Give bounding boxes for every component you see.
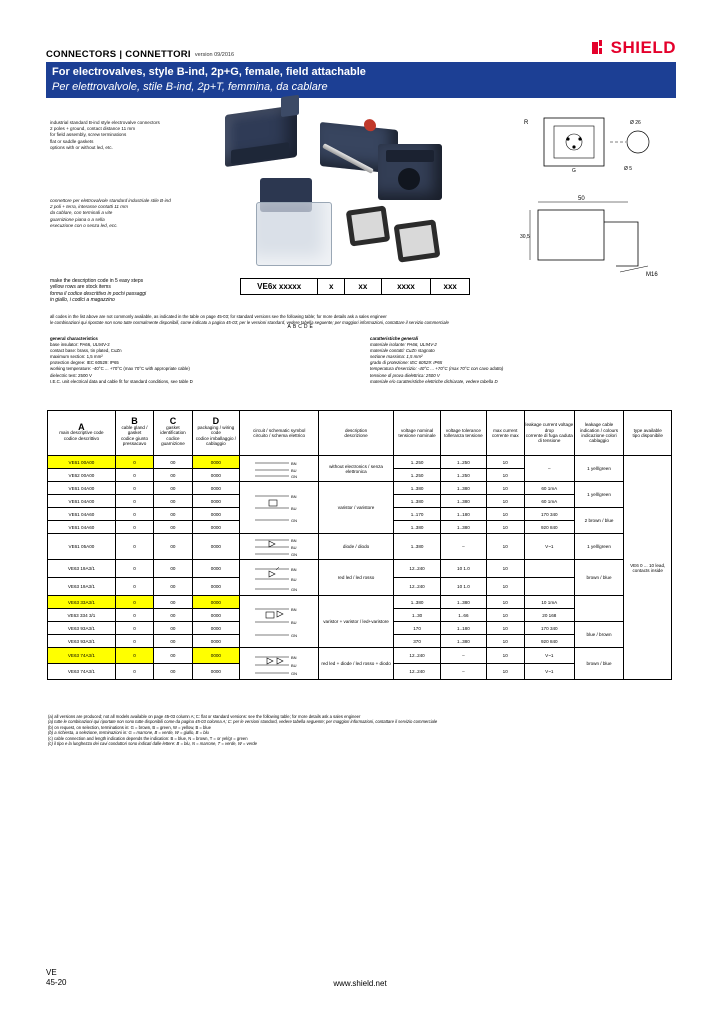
table-row[interactable] [48,560,672,578]
th-description-it: descrizione [344,433,368,438]
cell-b: 0 [115,534,153,560]
th-a-it: codice descrittivo [63,435,100,441]
footnote-a-en: (a) all versions are produced; not all models available on page 45-03 column A; C: flat or standard versions: see the following table; for more details ask a sales engineer [48,714,361,719]
cell-voltage: 12..240 [393,664,440,680]
cell-code: VE63 74A3/1 [48,664,116,680]
cell-cable-colour: brown / blue [574,560,624,596]
code-note-it: le combinazioni qui riportate non sono tutte normalmente disponibili, come indicato a pagina 45-03; per le versioni standard, vedere tabella seguente; per maggiori informazioni, contattare il servizio commerciale [50,319,449,325]
cell-c: 00 [154,635,192,648]
th-b-en: cable gland / gasket [121,424,148,436]
description-en-line: for field assembly, screw terminations [50,132,127,138]
cell-code: VE61 04A60 [48,521,116,534]
banner-line-en: For electrovalves, style B-ind, 2p+G, female, field attachable [52,66,366,78]
cell-b: 0 [115,635,153,648]
th-voltage [393,411,440,456]
connector-photo-transparent [256,202,332,266]
shield-logo-icon [592,40,608,56]
table-row[interactable] [48,534,672,560]
cell-circuit-symbol [240,560,319,596]
svg-text:BU: BU [291,619,297,625]
cell-current: 10 [486,521,524,534]
cell-c: 00 [154,495,192,508]
footnote-c-en: (c) cable connection and length indication depends the indication: B = blue, N = brown, T = or yel/gr = green [48,735,248,741]
code-label-en: make the description code in 5 easy steps [50,278,144,284]
footnote-b-en: (b) on request, on selection, terminations in: G = brown, B = green, W = yellow, B = blue [48,724,211,730]
characteristics-it-line: materiale isolante: PA66, UL94V-2 [370,342,437,348]
cell-c: 00 [154,534,192,560]
description-it-line: esecuzione con o senza led, ecc. [50,222,118,228]
th-c-letter: C [169,416,177,427]
svg-text:BU: BU [291,662,297,668]
brand-name: SHIELD [610,38,676,57]
th-b-letter: B [131,416,138,427]
section-code: VE [46,968,57,977]
th-tolerance-it: tolleranza tensione [444,433,483,438]
product-table-body [48,456,672,680]
cell-b: 0 [115,578,153,596]
svg-text:BN: BN [291,566,297,572]
connector-photo-3 [378,144,442,200]
cell-b: 0 [115,521,153,534]
code-builder-labels [50,278,235,304]
svg-text:BN: BN [291,654,297,660]
cell-current: 10 [486,495,524,508]
cell-cable-colour [574,596,624,622]
th-b-it: codice giunto pressacavo [120,435,149,447]
technical-drawing-front [520,112,660,176]
characteristics-en-line: base insulator: PA66, UL94V-2 [50,342,110,348]
th-description [319,411,394,456]
terminal-pins [386,150,434,162]
page-title: CONNECTORS | CONNETTORI [46,49,191,60]
table-row[interactable] [48,482,672,495]
cell-cable-colour: blue / brown [574,622,624,648]
cell-leakage: 20 168 [524,609,574,622]
characteristics-en-line: working temperature: -40°C ... +70°C (max 70°C with appropriate cable) [50,366,190,372]
characteristics-it-title: caratteristiche generali [370,336,419,341]
cell-d: 0000 [192,609,239,622]
red-screw-icon [364,119,376,132]
cell-b: 0 [115,609,153,622]
th-leakage-en: leakage current voltage drop [525,422,574,433]
cell-c: 00 [154,508,192,521]
svg-text:Ø 5: Ø 5 [624,166,633,172]
cell-c: 00 [154,664,192,680]
code-col-d: D [303,323,308,330]
characteristics-en-line: maximum section: 1,5 mm² [50,354,103,360]
th-a-letter: A [78,421,85,432]
th-tolerance-en: voltage tolerance [445,427,481,433]
characteristics-en-title: general characteristics [50,336,98,341]
cable-entry-hole [398,168,420,190]
th-leakage [524,411,574,456]
cell-code: VE63 19A3/1 [48,560,116,578]
cell-circuit-symbol [240,534,319,560]
th-c [154,411,192,456]
cell-tolerance: 1..380 [441,495,486,508]
technical-drawing-side [520,192,670,292]
cell-code: VE62 00A00 [48,469,116,482]
cell-current: 10 [486,482,524,495]
code-note [50,314,670,325]
website-link[interactable]: www.shield.net [333,979,387,988]
cell-c: 00 [154,469,192,482]
characteristics-en [50,336,350,385]
th-current [486,411,524,456]
th-b [115,411,153,456]
cell-c: 00 [154,521,192,534]
cell-d: 0000 [192,648,239,664]
cell-tolerance: 1..380 [441,482,486,495]
banner-line-it: Per elettrovalvole, stile B-ind, 2p+T, femmina, da cablare [52,81,328,93]
description-en-line: flat or saddle gaskets [50,138,94,144]
cell-d: 0000 [192,622,239,635]
cell-voltage: 370 [393,635,440,648]
th-a [48,411,116,456]
th-c-en: gasket identification [160,424,186,436]
cell-code: VE61 05A00 [48,534,116,560]
svg-text:BN: BN [291,493,297,499]
code-value-d: xxxx [381,279,431,295]
cell-cable-colour: brown / blue [574,648,624,680]
cell-tolerance: – [441,534,486,560]
cell-type-available: VE6 0 ... 10 lead, contacts inside [624,456,672,680]
cell-circuit-symbol [240,648,319,680]
cell-d: 0000 [192,456,239,469]
cell-leakage: V~1 [524,648,574,664]
cell-leakage: 170 340 [524,508,574,521]
cell-voltage: 1..380 [393,521,440,534]
th-leakage-it: corrente di fuga caduta di tensione [525,433,573,444]
cell-tolerance: 1..180 [441,508,486,521]
page-code: 45-20 [46,978,67,987]
characteristics-it-line: sezione massima: 1,5 mm² [370,354,423,360]
product-table [47,410,672,680]
cell-voltage: 12..240 [393,648,440,664]
cell-leakage [524,560,574,578]
cell-d: 0000 [192,482,239,495]
cell-current: 10 [486,578,524,596]
footnote-a-it: (a) tutte le combinazioni qui riportate non sono tutte disponibili come da pagina 45-03 colonna A; C: per le versioni standard, vedere tabella seguente; per maggiori informazioni, contattare il servizio commerciale [48,719,438,725]
cell-cable-colour: 1 yell/green [574,482,624,508]
cell-code: VE63 74A3/1 [48,648,116,664]
th-type-it: tipo disponibile [632,433,663,438]
th-type-available [624,411,672,456]
cell-b: 0 [115,469,153,482]
cell-d: 0000 [192,635,239,648]
cell-leakage: 10 1mA [524,596,574,609]
th-d-letter: D [212,416,220,427]
code-col-b: B [292,323,297,330]
cell-leakage: V~1 [524,534,574,560]
code-label-it: forma il codice descrittivo in pochi passaggi [50,290,147,297]
cell-c: 00 [154,648,192,664]
cell-d: 0000 [192,560,239,578]
cell-b: 0 [115,456,153,469]
cell-voltage: 12..240 [393,578,440,596]
cell-d: 0000 [192,534,239,560]
brand-logo [592,38,676,58]
connector-photo-1 [225,105,297,167]
cell-current: 10 [486,622,524,635]
cell-d: 0000 [192,508,239,521]
gasket-photo-1 [346,205,391,246]
cell-circuit-symbol [240,456,319,482]
footnotes [48,714,672,746]
characteristics-it-line: tensione di prova dielettrica: 2500 V [370,372,440,378]
cell-d: 0000 [192,495,239,508]
svg-text:BU: BU [291,505,297,511]
th-circuit-en: circuit / schematic symbol [253,427,306,433]
cell-tolerance: 1..250 [441,456,486,469]
title-banner [46,62,676,98]
cell-code: VE63 334 3/1 [48,609,116,622]
description-en-line: industrial standard B-ind style electrovalve connectors [50,120,160,125]
product-table-header [48,411,672,456]
code-col-a: A [287,323,291,330]
svg-text:GN: GN [291,517,298,523]
cell-circuit-symbol [240,482,319,534]
cell-d: 0000 [192,521,239,534]
svg-text:GN: GN [291,632,298,638]
cell-voltage: 1..380 [393,482,440,495]
svg-text:GN: GN [291,586,298,592]
svg-text:GN: GN [291,551,298,557]
cell-voltage: 1..250 [393,456,440,469]
gasket-photo-2 [394,219,441,262]
svg-text:R: R [524,120,529,126]
svg-text:M16: M16 [646,272,658,278]
cell-code: VE63 19A3/1 [48,578,116,596]
characteristics-it-line: temperatura d'esercizio: -40°C ... +70°C (max 70°C con cavo adatto) [370,366,504,372]
cell-voltage: 1..380 [393,596,440,609]
code-note-en: all codes in the list above are not commonly available, as indicated in the table on page 45-03; for standard versions see the following table; for more details ask a sales engineer [50,314,387,319]
characteristics-it-line: materiale contatti: CuZn stagnato [370,348,435,354]
th-current-en: max current [493,427,518,433]
characteristics-en-line: contact base: brass, tin plated, CuZn [50,348,122,354]
code-value-b: x [318,279,345,295]
svg-text:GN: GN [291,670,298,676]
cell-b: 0 [115,622,153,635]
th-voltage-en: voltage nominal [400,427,434,433]
cell-leakage: 920 840 [524,635,574,648]
svg-text:BN: BN [291,460,297,466]
code-col-c: C [298,323,302,330]
cell-tolerance: 1..250 [441,469,486,482]
cell-c: 00 [154,456,192,469]
cell-b: 0 [115,495,153,508]
cell-code: VE61 04A00 [48,495,116,508]
cell-description: diode / diodo [319,534,394,560]
cell-leakage: – [524,456,574,482]
th-cable-colour-en: leakage cable indication / colours [580,422,619,433]
cell-tolerance: 1..180 [441,622,486,635]
cell-code: VE63 93A3/1 [48,635,116,648]
th-circuit [240,411,319,456]
cell-b: 0 [115,482,153,495]
cell-leakage: 170 340 [524,622,574,635]
footnote-c-it: (c) il tipo e la lunghezza dei cavi conduttori sono indicati dalle lettere: B = blu, N = marrone, T = verde, W = verde [48,741,258,747]
characteristics-it [370,336,670,385]
code-table-value-row [241,279,470,295]
cell-description: without electronics / senza elettronica [319,456,394,482]
cell-voltage: 1..380 [393,534,440,560]
cell-description: varistor / varistore [319,482,394,534]
th-cable-colour-it: indicazione colori cablaggio [581,433,617,444]
cell-c: 00 [154,560,192,578]
cell-current: 10 [486,456,524,469]
cell-code: VE63 93A3/1 [48,622,116,635]
cell-voltage: 170 [393,622,440,635]
cell-tolerance: 10 1.0 [441,578,486,596]
cell-leakage [524,578,574,596]
cell-cable-colour: 2 brown / blue [574,508,624,534]
cell-b: 0 [115,648,153,664]
cell-current: 10 [486,596,524,609]
cell-cable-colour: 1 yell/green [574,534,624,560]
cell-leakage: 920 840 [524,521,574,534]
cell-code: VE61 00A00 [48,456,116,469]
cell-tolerance: 1..380 [441,596,486,609]
cell-current: 10 [486,664,524,680]
cell-code: VE61 04A00 [48,482,116,495]
description-it-line: guarnizione piana o a sella [50,216,105,222]
svg-text:G: G [572,168,576,174]
cell-voltage: 12..240 [393,560,440,578]
characteristics-en-line: I.E.C. unit electrical data and cable fit for standard conditions, see table D [50,378,193,384]
code-col-e: E [309,323,313,330]
description-it-line: connettore per elettrovalvole standard industriale stile B-ind [50,198,171,203]
cell-description: red led / led rosso [319,560,394,596]
cell-leakage: V~1 [524,664,574,680]
cell-tolerance: – [441,664,486,680]
svg-text:BU: BU [291,576,297,582]
cell-voltage: 1..250 [393,469,440,482]
th-a-en: main descriptive code [59,430,104,436]
th-type-en: type available [633,427,662,433]
description-en-line: options with or without led, etc. [50,144,113,150]
cell-current: 10 [486,609,524,622]
cell-b: 0 [115,664,153,680]
cell-code: VE61 04A60 [48,508,116,521]
cell-d: 0000 [192,469,239,482]
cell-b: 0 [115,508,153,521]
table-row[interactable] [48,648,672,664]
characteristics-en-line: protection degree: IEC 60529: IP65 [50,360,119,366]
th-circuit-it: circuito / schema elettrico [253,433,306,438]
cell-current: 10 [486,534,524,560]
code-value-e: xxx [431,279,470,295]
table-row[interactable] [48,596,672,609]
cell-b: 0 [115,596,153,609]
cell-circuit-symbol [240,596,319,648]
code-label-en2: yellow rows are stock items [50,284,111,291]
code-value-c: xx [345,279,381,295]
cell-c: 00 [154,622,192,635]
version-label: version 09/2016 [194,52,234,58]
cell-description: red led + diode / led rosso + diodo [319,648,394,680]
cell-tolerance: – [441,648,486,664]
svg-text:BN: BN [291,606,297,612]
cell-current: 10 [486,560,524,578]
cell-current: 10 [486,635,524,648]
cell-tolerance: 1..380 [441,635,486,648]
th-d-it: codice imballaggio / cablaggio [195,435,237,447]
cell-cable-colour: 1 yell/green [574,456,624,482]
footnote-b-it: (b) a richiesta, a selezione, terminazioni in: G = marrone, B = verde, W = giallo, B = blu [48,730,209,736]
product-photos [200,104,490,274]
th-current-it: corrente max [491,433,519,438]
cell-description: varistor + varistor / led+varistore [319,596,394,648]
cell-current: 10 [486,648,524,664]
th-cable-colour [574,411,624,456]
cell-tolerance: 1..380 [441,521,486,534]
svg-text:BU: BU [291,467,297,473]
table-row[interactable] [48,456,672,469]
cell-voltage: 1..380 [393,495,440,508]
cell-c: 00 [154,609,192,622]
cell-current: 10 [486,508,524,521]
characteristics-it-line: materiale e/o caratteristiche elettriche dichiarate, vedere tabella D [370,378,498,384]
svg-text:30,5: 30,5 [520,234,530,240]
code-value-a: VE6x xxxxx [241,279,318,295]
svg-text:GN: GN [291,473,298,479]
cell-d: 0000 [192,578,239,596]
cell-d: 0000 [192,596,239,609]
cell-voltage: 1..170 [393,508,440,521]
svg-text:Ø 26: Ø 26 [630,120,641,126]
cell-code: VE63 33A3/1 [48,596,116,609]
characteristics-en-line: dielectric test: 2500 V [50,372,92,378]
cell-c: 00 [154,482,192,495]
cell-d: 0000 [192,664,239,680]
cell-leakage: 60 1mA [524,495,574,508]
cell-voltage: 1..30 [393,609,440,622]
th-c-it: codice guarnizione [161,435,185,447]
code-label-it2: in giallo, i codici a magazzino [50,297,115,304]
characteristics-it-line: grado di protezione: IEC 60529: IP65 [370,360,443,366]
th-d [192,411,239,456]
cell-b: 0 [115,560,153,578]
page-header [46,38,676,62]
svg-text:BN: BN [291,537,297,543]
cell-current: 10 [486,469,524,482]
th-description-en: description [344,427,368,433]
th-voltage-it: tensione nominale [398,433,436,438]
th-tolerance [441,411,486,456]
description-it-line: 2 poli + terra, interasse contatti 11 mm [50,204,128,210]
cell-leakage: 60 1mA [524,482,574,495]
description-it-line: da cablare, con terminali a vite [50,210,113,216]
th-d-en: packaging / wiring code [197,424,235,436]
cell-tolerance: 1..66 [441,609,486,622]
cell-tolerance: 10 1.0 [441,560,486,578]
description-en-line: 2 poles + ground, contact distance 11 mm [50,126,136,132]
cell-c: 00 [154,578,192,596]
svg-text:50: 50 [578,196,585,202]
cell-c: 00 [154,596,192,609]
svg-text:BU: BU [291,544,297,550]
